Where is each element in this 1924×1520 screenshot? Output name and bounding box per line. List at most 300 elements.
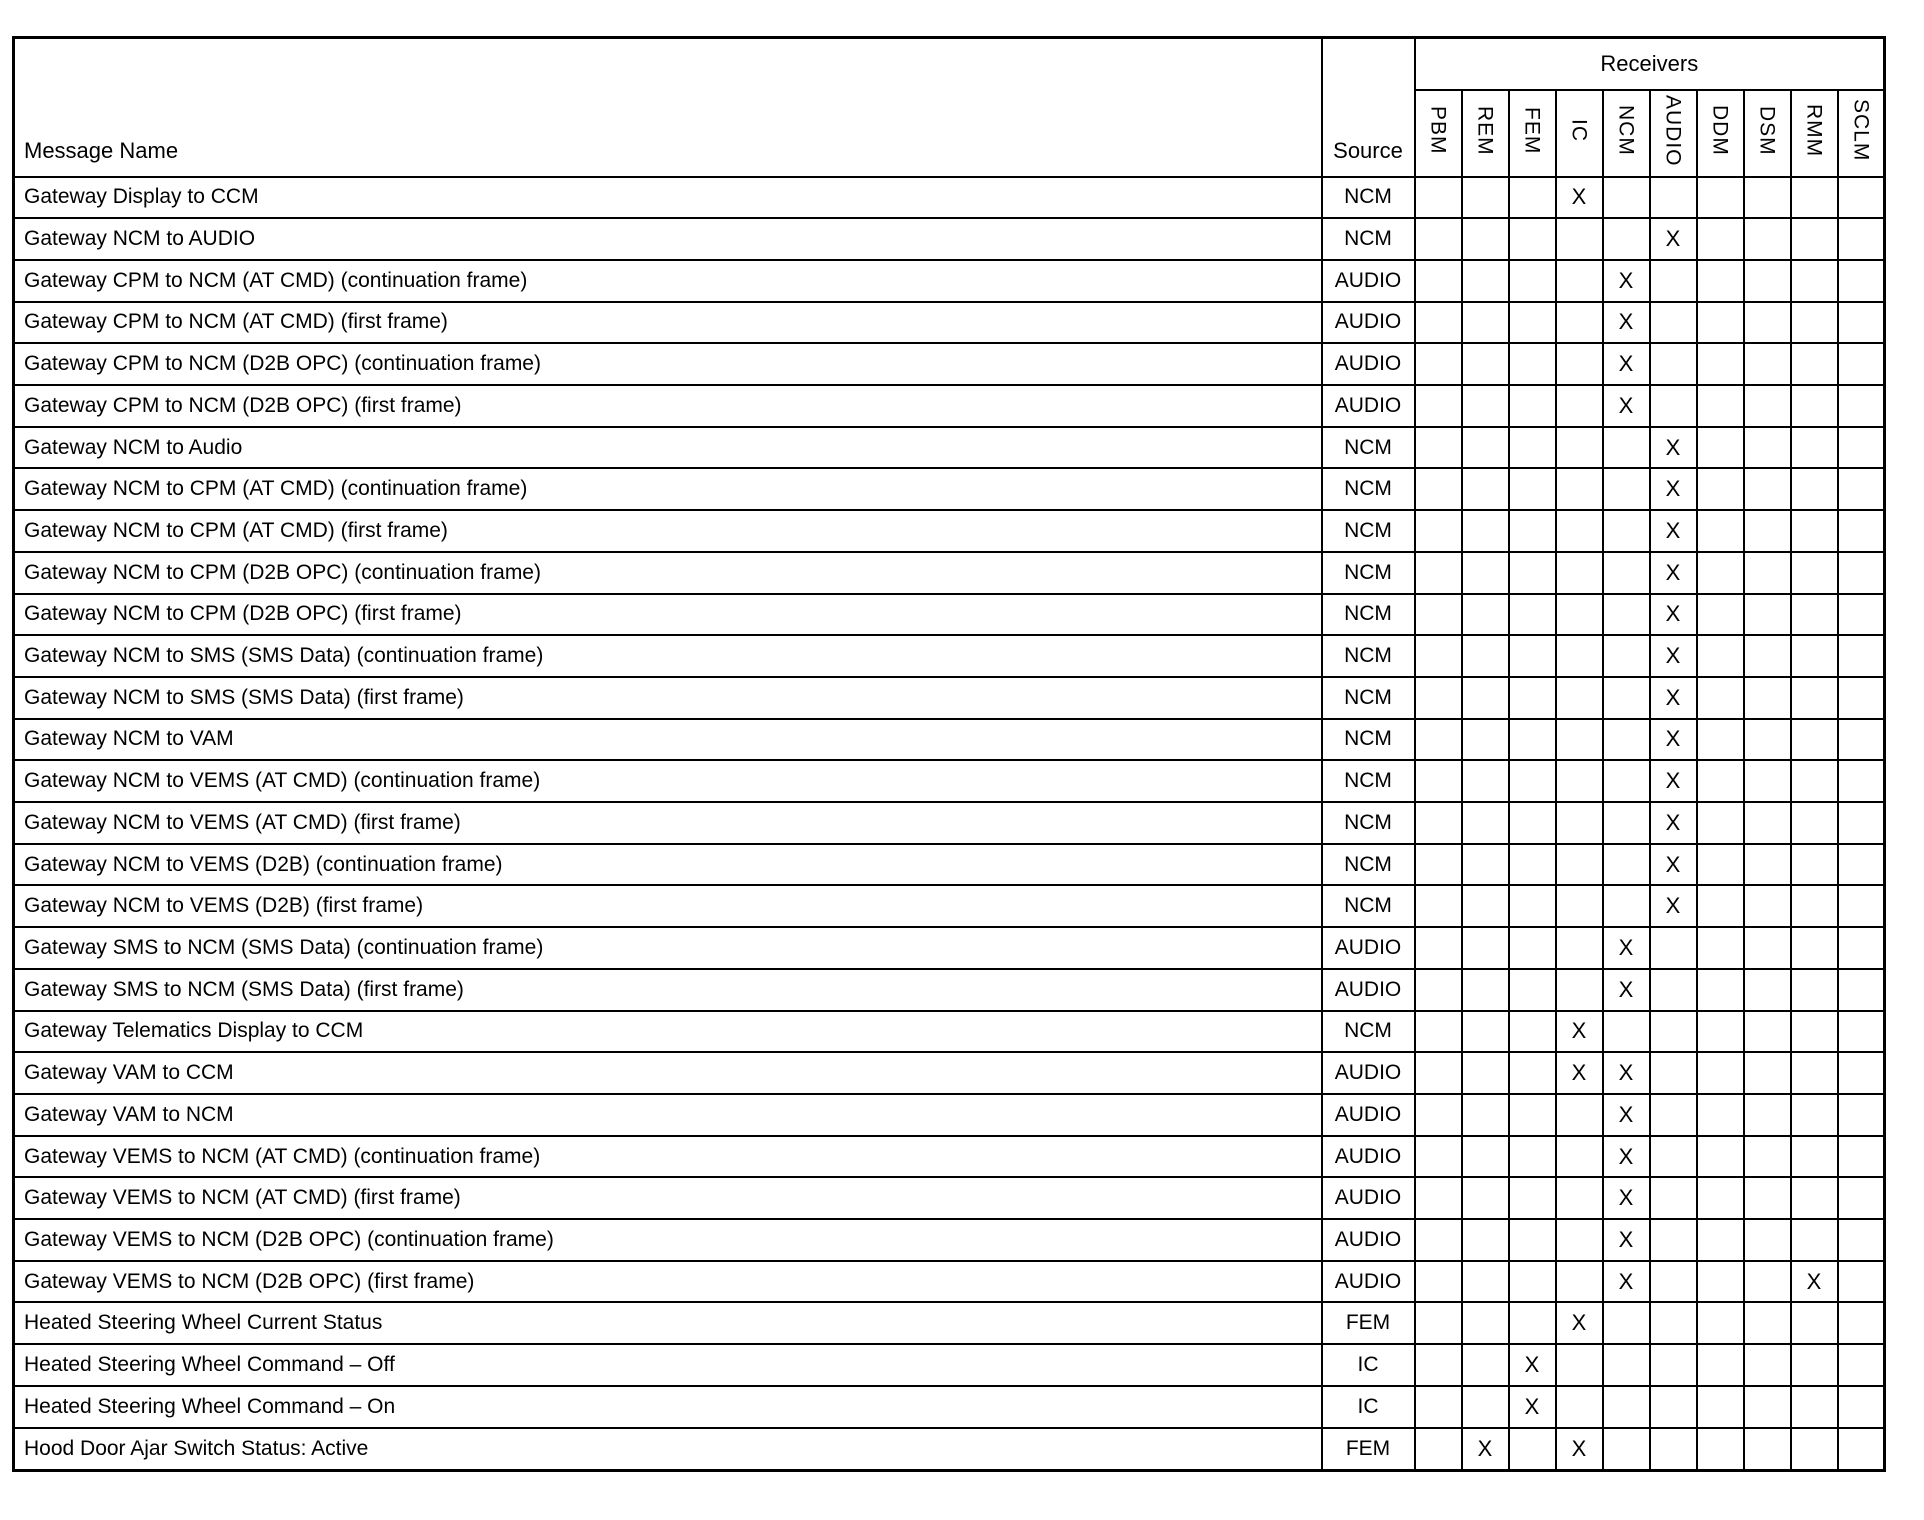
receiver-mark-cell-dsm [1744, 594, 1791, 636]
receiver-mark-cell-rmm [1791, 1136, 1838, 1178]
receiver-mark-cell-rem [1462, 1219, 1509, 1261]
receiver-mark-cell-fem [1509, 302, 1556, 344]
receiver-mark-cell-fem [1509, 1302, 1556, 1344]
message-name-cell: Gateway NCM to SMS (SMS Data) (continuation frame) [14, 635, 1322, 677]
receiver-mark-cell-rmm [1791, 1344, 1838, 1386]
source-cell: NCM [1322, 760, 1415, 802]
source-cell: AUDIO [1322, 385, 1415, 427]
receiver-mark-cell-pbm [1415, 260, 1462, 302]
table-row [14, 719, 1885, 761]
receiver-mark-cell-fem [1509, 385, 1556, 427]
receiver-mark-cell-dsm [1744, 760, 1791, 802]
receiver-mark-cell-ddm [1697, 427, 1744, 469]
receiver-mark-cell-sclm [1838, 177, 1885, 219]
receiver-mark-cell-rem [1462, 1386, 1509, 1428]
receiver-mark-cell-sclm [1838, 677, 1885, 719]
receiver-mark-cell-sclm [1838, 1177, 1885, 1219]
table-row [14, 927, 1885, 969]
receiver-mark-cell-pbm [1415, 468, 1462, 510]
receiver-mark-cell-sclm [1838, 343, 1885, 385]
receiver-mark-cell-ic [1556, 969, 1603, 1011]
receiver-mark-cell-audio: X [1650, 885, 1697, 927]
receiver-mark-cell-rmm [1791, 1177, 1838, 1219]
receiver-mark-cell-rem [1462, 1052, 1509, 1094]
receiver-mark-cell-ic: X [1556, 177, 1603, 219]
receiver-mark-cell-audio [1650, 302, 1697, 344]
message-routing-table [12, 36, 1886, 1472]
receiver-mark-cell-ic [1556, 1136, 1603, 1178]
receivers-header: Receivers [1415, 38, 1885, 90]
message-name-cell: Gateway CPM to NCM (D2B OPC) (continuation frame) [14, 343, 1322, 385]
receiver-mark-cell-ddm [1697, 1344, 1744, 1386]
receiver-mark-cell-rmm [1791, 677, 1838, 719]
receiver-mark-cell-sclm [1838, 802, 1885, 844]
receiver-mark-cell-rem [1462, 552, 1509, 594]
source-cell: IC [1322, 1344, 1415, 1386]
receiver-column-label: FEM [1520, 106, 1544, 155]
receiver-mark-cell-ic [1556, 343, 1603, 385]
message-name-cell: Gateway NCM to VEMS (D2B) (continuation frame) [14, 844, 1322, 886]
source-cell: NCM [1322, 719, 1415, 761]
source-cell: NCM [1322, 468, 1415, 510]
receiver-mark-cell-pbm [1415, 177, 1462, 219]
receiver-mark-cell-ncm [1603, 844, 1650, 886]
receiver-mark-cell-audio: X [1650, 218, 1697, 260]
receiver-mark-cell-ddm [1697, 844, 1744, 886]
table-row [14, 510, 1885, 552]
receiver-column-pbm [1415, 90, 1462, 177]
receiver-mark-cell-ncm [1603, 1011, 1650, 1053]
receiver-mark-cell-dsm [1744, 177, 1791, 219]
receiver-mark-cell-fem: X [1509, 1344, 1556, 1386]
receiver-mark-cell-rem [1462, 677, 1509, 719]
receiver-mark-cell-fem [1509, 343, 1556, 385]
table-row [14, 260, 1885, 302]
receiver-mark-cell-ncm [1603, 594, 1650, 636]
receiver-mark-cell-ic: X [1556, 1428, 1603, 1471]
table-row [14, 1011, 1885, 1053]
source-cell: NCM [1322, 844, 1415, 886]
receiver-mark-cell-ic [1556, 385, 1603, 427]
table-row [14, 969, 1885, 1011]
receiver-mark-cell-ic [1556, 302, 1603, 344]
receiver-mark-cell-pbm [1415, 1428, 1462, 1471]
receiver-mark-cell-dsm [1744, 218, 1791, 260]
receiver-mark-cell-rem [1462, 927, 1509, 969]
receiver-mark-cell-pbm [1415, 1177, 1462, 1219]
receiver-mark-cell-rmm [1791, 385, 1838, 427]
receiver-mark-cell-sclm [1838, 1302, 1885, 1344]
receiver-mark-cell-ncm [1603, 719, 1650, 761]
receiver-mark-cell-ncm [1603, 635, 1650, 677]
receiver-mark-cell-dsm [1744, 802, 1791, 844]
receiver-mark-cell-audio [1650, 1428, 1697, 1471]
receiver-mark-cell-audio [1650, 260, 1697, 302]
receiver-mark-cell-pbm [1415, 552, 1462, 594]
receiver-column-ic [1556, 90, 1603, 177]
receiver-mark-cell-audio [1650, 1344, 1697, 1386]
receiver-mark-cell-sclm [1838, 969, 1885, 1011]
receiver-column-label: NCM [1614, 105, 1638, 156]
receiver-mark-cell-rmm [1791, 885, 1838, 927]
table-row [14, 552, 1885, 594]
receiver-mark-cell-fem [1509, 510, 1556, 552]
receiver-mark-cell-rem: X [1462, 1428, 1509, 1471]
receiver-column-label: RMM [1802, 103, 1826, 158]
receiver-mark-cell-rem [1462, 594, 1509, 636]
receiver-mark-cell-rem [1462, 1177, 1509, 1219]
receiver-mark-cell-pbm [1415, 1386, 1462, 1428]
receiver-mark-cell-audio: X [1650, 719, 1697, 761]
receiver-column-dsm [1744, 90, 1791, 177]
receiver-column-sclm [1838, 90, 1885, 177]
receiver-mark-cell-ddm [1697, 1177, 1744, 1219]
message-name-cell: Hood Door Ajar Switch Status: Active [14, 1428, 1322, 1471]
table-row [14, 1094, 1885, 1136]
source-cell: AUDIO [1322, 1052, 1415, 1094]
table-row [14, 177, 1885, 219]
source-cell: AUDIO [1322, 302, 1415, 344]
receiver-mark-cell-ddm [1697, 1052, 1744, 1094]
receiver-mark-cell-ncm [1603, 1386, 1650, 1428]
receiver-mark-cell-ncm [1603, 218, 1650, 260]
receiver-mark-cell-sclm [1838, 468, 1885, 510]
receiver-mark-cell-pbm [1415, 719, 1462, 761]
receiver-mark-cell-pbm [1415, 1094, 1462, 1136]
source-cell: NCM [1322, 177, 1415, 219]
receiver-mark-cell-rmm [1791, 177, 1838, 219]
source-cell: NCM [1322, 885, 1415, 927]
source-cell: NCM [1322, 218, 1415, 260]
receiver-mark-cell-sclm [1838, 552, 1885, 594]
receiver-mark-cell-rmm [1791, 719, 1838, 761]
receiver-mark-cell-fem [1509, 1052, 1556, 1094]
receiver-mark-cell-audio [1650, 969, 1697, 1011]
receiver-mark-cell-sclm [1838, 1052, 1885, 1094]
receiver-mark-cell-pbm [1415, 1344, 1462, 1386]
receiver-mark-cell-ncm: X [1603, 343, 1650, 385]
receiver-column-label: AUDIO [1661, 94, 1685, 167]
receiver-mark-cell-fem [1509, 885, 1556, 927]
receiver-mark-cell-fem [1509, 927, 1556, 969]
receiver-mark-cell-dsm [1744, 1094, 1791, 1136]
receiver-column-ddm [1697, 90, 1744, 177]
message-name-cell: Gateway CPM to NCM (D2B OPC) (first frame) [14, 385, 1322, 427]
receiver-mark-cell-rem [1462, 719, 1509, 761]
message-name-cell: Heated Steering Wheel Command – On [14, 1386, 1322, 1428]
receiver-mark-cell-fem [1509, 677, 1556, 719]
receiver-mark-cell-pbm [1415, 927, 1462, 969]
source-cell: AUDIO [1322, 927, 1415, 969]
source-cell: NCM [1322, 510, 1415, 552]
receiver-mark-cell-ncm [1603, 1344, 1650, 1386]
receiver-mark-cell-dsm [1744, 260, 1791, 302]
receiver-mark-cell-fem [1509, 1011, 1556, 1053]
receiver-mark-cell-sclm [1838, 719, 1885, 761]
receiver-mark-cell-audio [1650, 343, 1697, 385]
message-name-cell: Gateway NCM to CPM (AT CMD) (continuation frame) [14, 468, 1322, 510]
receiver-mark-cell-dsm [1744, 1052, 1791, 1094]
receiver-mark-cell-ncm [1603, 552, 1650, 594]
receiver-mark-cell-ic [1556, 468, 1603, 510]
receiver-mark-cell-sclm [1838, 594, 1885, 636]
receiver-mark-cell-ic: X [1556, 1302, 1603, 1344]
receiver-mark-cell-sclm [1838, 427, 1885, 469]
receiver-mark-cell-dsm [1744, 468, 1791, 510]
receiver-mark-cell-rem [1462, 969, 1509, 1011]
receiver-mark-cell-audio: X [1650, 427, 1697, 469]
table-row [14, 802, 1885, 844]
receiver-mark-cell-fem [1509, 1136, 1556, 1178]
header-top-row [14, 38, 1885, 90]
receiver-mark-cell-rmm: X [1791, 1261, 1838, 1303]
receiver-mark-cell-rmm [1791, 218, 1838, 260]
receiver-mark-cell-pbm [1415, 802, 1462, 844]
receiver-mark-cell-rem [1462, 1136, 1509, 1178]
receiver-mark-cell-dsm [1744, 1344, 1791, 1386]
receiver-mark-cell-ncm: X [1603, 302, 1650, 344]
table-row [14, 1428, 1885, 1471]
receiver-mark-cell-rem [1462, 1011, 1509, 1053]
receiver-mark-cell-dsm [1744, 677, 1791, 719]
receiver-mark-cell-sclm [1838, 885, 1885, 927]
receiver-mark-cell-fem [1509, 802, 1556, 844]
source-cell: NCM [1322, 427, 1415, 469]
document-page [12, 36, 1886, 1472]
table-row [14, 1261, 1885, 1303]
receiver-mark-cell-rem [1462, 343, 1509, 385]
table-row [14, 468, 1885, 510]
receiver-mark-cell-ddm [1697, 177, 1744, 219]
receiver-mark-cell-rmm [1791, 1428, 1838, 1471]
source-cell: AUDIO [1322, 1094, 1415, 1136]
receiver-mark-cell-fem [1509, 552, 1556, 594]
receiver-mark-cell-ic [1556, 1344, 1603, 1386]
table-row [14, 1302, 1885, 1344]
receiver-mark-cell-ncm [1603, 677, 1650, 719]
receiver-mark-cell-ic [1556, 510, 1603, 552]
message-name-cell: Gateway CPM to NCM (AT CMD) (first frame) [14, 302, 1322, 344]
source-header: Source [1322, 38, 1415, 177]
source-cell: NCM [1322, 1011, 1415, 1053]
receiver-mark-cell-rmm [1791, 844, 1838, 886]
receiver-mark-cell-ddm [1697, 1428, 1744, 1471]
receiver-mark-cell-ncm [1603, 802, 1650, 844]
table-row [14, 885, 1885, 927]
table-row [14, 1136, 1885, 1178]
receiver-mark-cell-rem [1462, 1302, 1509, 1344]
receiver-mark-cell-ncm: X [1603, 927, 1650, 969]
message-name-cell: Gateway VAM to NCM [14, 1094, 1322, 1136]
receiver-mark-cell-pbm [1415, 343, 1462, 385]
source-cell: IC [1322, 1386, 1415, 1428]
receiver-mark-cell-pbm [1415, 1011, 1462, 1053]
receiver-mark-cell-rem [1462, 1094, 1509, 1136]
receiver-mark-cell-pbm [1415, 1219, 1462, 1261]
receiver-mark-cell-ncm: X [1603, 1136, 1650, 1178]
receiver-mark-cell-audio [1650, 1011, 1697, 1053]
receiver-mark-cell-fem [1509, 1261, 1556, 1303]
message-name-cell: Gateway Display to CCM [14, 177, 1322, 219]
receiver-mark-cell-audio: X [1650, 844, 1697, 886]
receiver-mark-cell-rmm [1791, 1052, 1838, 1094]
receiver-mark-cell-ncm: X [1603, 1219, 1650, 1261]
receiver-mark-cell-ic [1556, 1177, 1603, 1219]
receiver-mark-cell-ic [1556, 1261, 1603, 1303]
table-row [14, 302, 1885, 344]
receiver-mark-cell-rem [1462, 802, 1509, 844]
message-name-cell: Gateway NCM to VEMS (AT CMD) (first frame) [14, 802, 1322, 844]
receiver-mark-cell-ic [1556, 1386, 1603, 1428]
receiver-mark-cell-ic [1556, 885, 1603, 927]
table-body [14, 177, 1885, 1471]
receiver-mark-cell-pbm [1415, 427, 1462, 469]
receiver-mark-cell-ddm [1697, 1261, 1744, 1303]
table-row [14, 1344, 1885, 1386]
receiver-mark-cell-fem [1509, 1177, 1556, 1219]
receiver-mark-cell-ddm [1697, 260, 1744, 302]
table-row [14, 760, 1885, 802]
receiver-mark-cell-rmm [1791, 427, 1838, 469]
receiver-column-label: REM [1473, 105, 1497, 156]
receiver-mark-cell-ddm [1697, 510, 1744, 552]
receiver-column-fem [1509, 90, 1556, 177]
receiver-mark-cell-fem [1509, 635, 1556, 677]
receiver-mark-cell-dsm [1744, 1302, 1791, 1344]
receiver-mark-cell-ic [1556, 927, 1603, 969]
receiver-mark-cell-fem [1509, 719, 1556, 761]
receiver-mark-cell-audio [1650, 1261, 1697, 1303]
table-row [14, 218, 1885, 260]
receiver-mark-cell-ddm [1697, 468, 1744, 510]
receiver-mark-cell-pbm [1415, 677, 1462, 719]
receiver-mark-cell-sclm [1838, 385, 1885, 427]
receiver-mark-cell-sclm [1838, 510, 1885, 552]
receiver-mark-cell-dsm [1744, 1386, 1791, 1428]
receiver-mark-cell-dsm [1744, 885, 1791, 927]
receiver-mark-cell-ncm: X [1603, 260, 1650, 302]
receiver-mark-cell-sclm [1838, 635, 1885, 677]
receiver-mark-cell-ncm: X [1603, 969, 1650, 1011]
message-name-cell: Gateway NCM to VEMS (D2B) (first frame) [14, 885, 1322, 927]
receiver-mark-cell-ncm: X [1603, 1094, 1650, 1136]
receiver-mark-cell-rem [1462, 844, 1509, 886]
message-name-cell: Gateway NCM to Audio [14, 427, 1322, 469]
receiver-mark-cell-dsm [1744, 719, 1791, 761]
receiver-mark-cell-audio [1650, 1386, 1697, 1428]
receiver-mark-cell-rmm [1791, 594, 1838, 636]
message-name-cell: Gateway Telematics Display to CCM [14, 1011, 1322, 1053]
receiver-mark-cell-ncm: X [1603, 1177, 1650, 1219]
receiver-mark-cell-audio [1650, 1094, 1697, 1136]
message-name-cell: Gateway NCM to CPM (D2B OPC) (continuation frame) [14, 552, 1322, 594]
source-cell: NCM [1322, 594, 1415, 636]
message-name-cell: Heated Steering Wheel Command – Off [14, 1344, 1322, 1386]
receiver-mark-cell-pbm [1415, 1052, 1462, 1094]
message-name-cell: Gateway NCM to SMS (SMS Data) (first frame) [14, 677, 1322, 719]
message-name-cell: Gateway SMS to NCM (SMS Data) (first frame) [14, 969, 1322, 1011]
receiver-mark-cell-rmm [1791, 510, 1838, 552]
receiver-mark-cell-rmm [1791, 802, 1838, 844]
receiver-mark-cell-dsm [1744, 1011, 1791, 1053]
receiver-mark-cell-pbm [1415, 635, 1462, 677]
receiver-mark-cell-rem [1462, 177, 1509, 219]
receiver-mark-cell-rmm [1791, 260, 1838, 302]
table-header [14, 38, 1885, 177]
receiver-mark-cell-audio [1650, 177, 1697, 219]
receiver-mark-cell-ic [1556, 1219, 1603, 1261]
message-name-cell: Gateway CPM to NCM (AT CMD) (continuation frame) [14, 260, 1322, 302]
message-name-cell: Gateway NCM to CPM (D2B OPC) (first frame) [14, 594, 1322, 636]
source-cell: AUDIO [1322, 1261, 1415, 1303]
receiver-mark-cell-audio: X [1650, 635, 1697, 677]
receiver-mark-cell-pbm [1415, 969, 1462, 1011]
receiver-mark-cell-ddm [1697, 1094, 1744, 1136]
receiver-mark-cell-ic [1556, 552, 1603, 594]
receiver-column-ncm [1603, 90, 1650, 177]
receiver-mark-cell-pbm [1415, 844, 1462, 886]
receiver-mark-cell-sclm [1838, 1428, 1885, 1471]
receiver-mark-cell-fem [1509, 760, 1556, 802]
receiver-mark-cell-dsm [1744, 385, 1791, 427]
receiver-mark-cell-audio: X [1650, 760, 1697, 802]
receiver-mark-cell-rem [1462, 1261, 1509, 1303]
receiver-mark-cell-rem [1462, 885, 1509, 927]
receiver-mark-cell-sclm [1838, 844, 1885, 886]
receiver-mark-cell-ddm [1697, 1219, 1744, 1261]
receiver-mark-cell-dsm [1744, 302, 1791, 344]
message-name-cell: Gateway VEMS to NCM (AT CMD) (continuation frame) [14, 1136, 1322, 1178]
receiver-mark-cell-fem [1509, 177, 1556, 219]
receiver-mark-cell-sclm [1838, 260, 1885, 302]
receiver-mark-cell-rmm [1791, 552, 1838, 594]
receiver-mark-cell-pbm [1415, 302, 1462, 344]
receiver-mark-cell-ncm [1603, 1428, 1650, 1471]
source-cell: AUDIO [1322, 1177, 1415, 1219]
receiver-mark-cell-ic [1556, 719, 1603, 761]
receiver-mark-cell-ic: X [1556, 1011, 1603, 1053]
receiver-mark-cell-rem [1462, 385, 1509, 427]
receiver-mark-cell-ddm [1697, 969, 1744, 1011]
receiver-mark-cell-pbm [1415, 510, 1462, 552]
receiver-mark-cell-rmm [1791, 927, 1838, 969]
receiver-mark-cell-ncm [1603, 885, 1650, 927]
receiver-mark-cell-sclm [1838, 1344, 1885, 1386]
receiver-mark-cell-ic: X [1556, 1052, 1603, 1094]
receiver-mark-cell-sclm [1838, 1219, 1885, 1261]
receiver-mark-cell-sclm [1838, 218, 1885, 260]
receiver-mark-cell-ic [1556, 427, 1603, 469]
receiver-mark-cell-ic [1556, 218, 1603, 260]
source-cell: NCM [1322, 552, 1415, 594]
receiver-mark-cell-audio [1650, 927, 1697, 969]
receiver-mark-cell-audio: X [1650, 552, 1697, 594]
message-name-cell: Gateway NCM to VAM [14, 719, 1322, 761]
receiver-mark-cell-ddm [1697, 385, 1744, 427]
receiver-mark-cell-rem [1462, 510, 1509, 552]
receiver-mark-cell-audio [1650, 1177, 1697, 1219]
table-row [14, 385, 1885, 427]
message-name-cell: Gateway SMS to NCM (SMS Data) (continuation frame) [14, 927, 1322, 969]
table-row [14, 594, 1885, 636]
receiver-mark-cell-ncm [1603, 1302, 1650, 1344]
receiver-mark-cell-rmm [1791, 1386, 1838, 1428]
receiver-mark-cell-ncm [1603, 468, 1650, 510]
receiver-mark-cell-rmm [1791, 969, 1838, 1011]
receiver-mark-cell-dsm [1744, 510, 1791, 552]
message-name-cell: Gateway VAM to CCM [14, 1052, 1322, 1094]
receiver-mark-cell-ddm [1697, 677, 1744, 719]
